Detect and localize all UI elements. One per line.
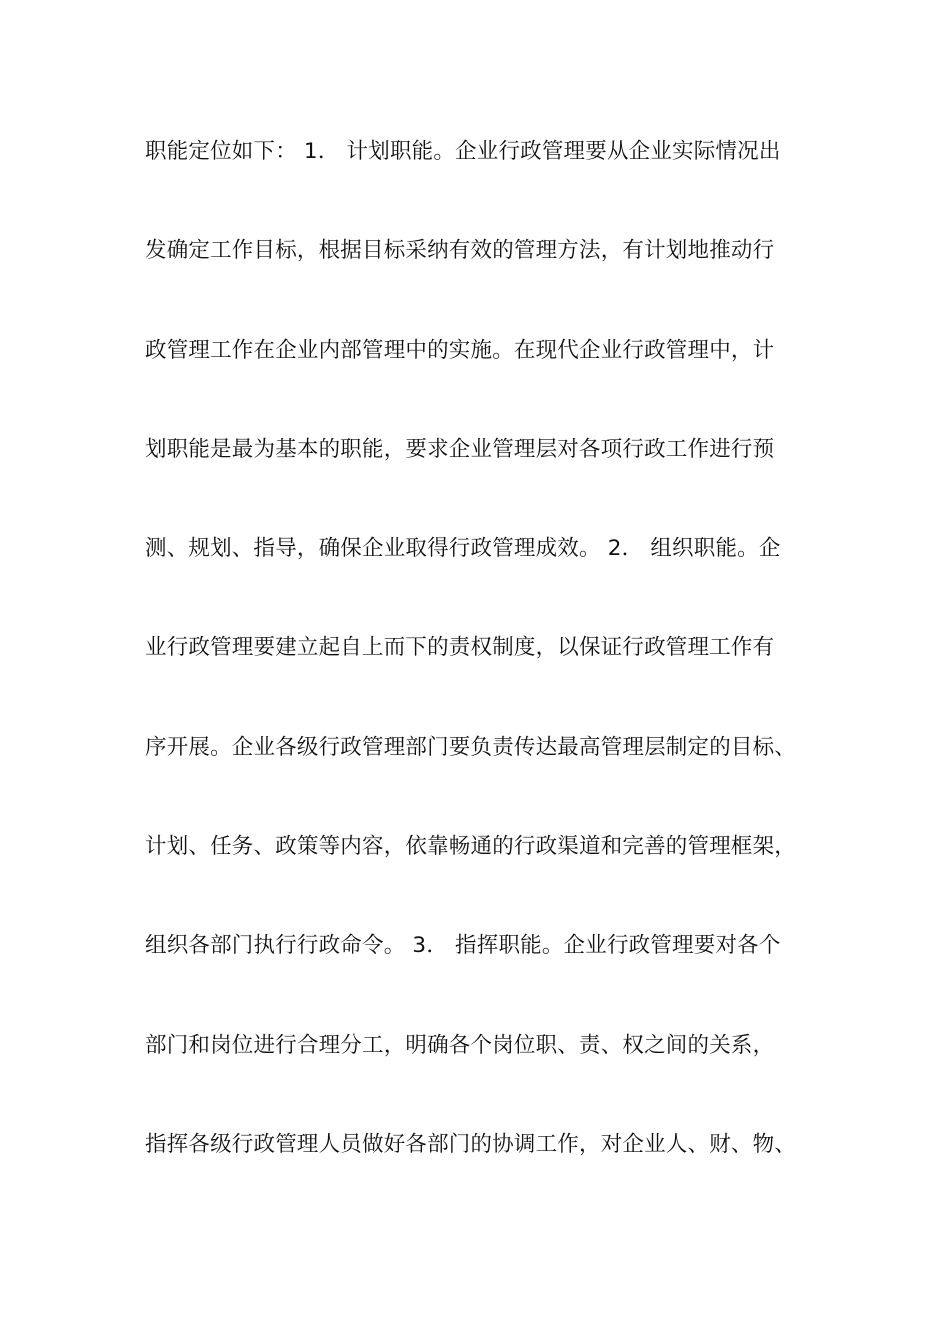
text-line: 职能定位如下： 1． 计划职能。企业行政管理要从企业实际情况出 [145,139,781,164]
text-line: 计划、任务、政策等内容，依靠畅通的行政渠道和完善的管理框架， [145,834,797,860]
text-line: 测、规划、指导，确保企业取得行政管理成效。 2． 组织职能。企 [145,536,781,562]
text-line: 发确定工作目标，根据目标采纳有效的管理方法，有计划地推动行 [145,238,775,264]
text-line: 序开展。企业各级行政管理部门要负责传达最高管理层制定的目标、 [145,734,797,760]
text-line: 划职能是最为基本的职能，要求企业管理层对各项行政工作进行预 [145,436,775,462]
text-line: 政管理工作在企业内部管理中的实施。在现代企业行政管理中，计 [145,337,775,363]
text-line: 组织各部门执行行政命令。 3． 指挥职能。企业行政管理要对各个 [145,933,781,959]
text-line: 指挥各级行政管理人员做好各部门的协调工作，对企业人、财、物、 [145,1131,797,1157]
body-text [145,128,835,1220]
text-line: 业行政管理要建立起自上而下的责权制度，以保证行政管理工作有 [145,635,775,661]
text-line: 部门和岗位进行合理分工，明确各个岗位职、责、权之间的关系， [145,1032,775,1058]
